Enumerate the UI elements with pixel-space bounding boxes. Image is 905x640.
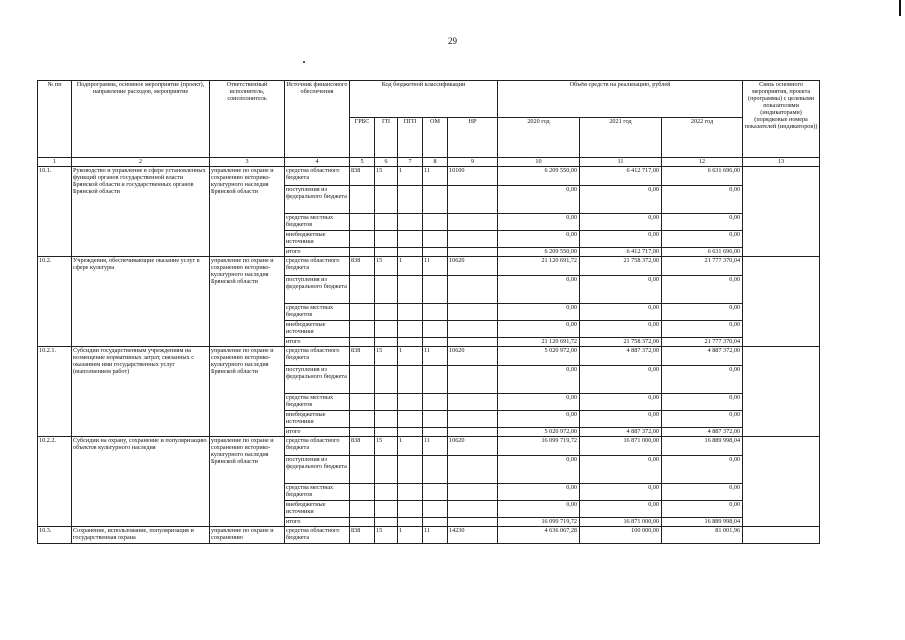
- row-number: 10.2.2.: [38, 437, 72, 527]
- code-grbs: 838: [350, 437, 375, 456]
- header-code-group: Код бюджетной классификации: [350, 81, 498, 118]
- col-number: 3: [210, 158, 285, 167]
- code-om: [423, 456, 448, 484]
- code-pgp: [398, 428, 423, 437]
- amount-2022: 4 887 372,00: [662, 347, 743, 366]
- col-number: 5: [350, 158, 375, 167]
- row-program-name: Субсидии государственным учреждениям на возмещение нормативных затрат, связанных с оказанием ими государственных услуг (выполнением работ): [72, 347, 210, 437]
- code-om: [423, 428, 448, 437]
- row-program-name: Субсидии на охрану, сохранение и популяризацию объектов культурного наследия: [72, 437, 210, 527]
- amount-2020: 0,00: [498, 366, 580, 394]
- amount-2021: 100 000,00: [580, 527, 662, 544]
- row-source: поступления из федерального бюджета: [285, 366, 350, 394]
- row-source: итого: [285, 338, 350, 347]
- code-grbs: [350, 518, 375, 527]
- row-link: [743, 167, 820, 257]
- row-number: 10.3.: [38, 527, 72, 544]
- code-pgp: [398, 186, 423, 214]
- code-gp: [375, 321, 398, 338]
- amount-2021: 6 412 717,00: [580, 248, 662, 257]
- code-grbs: [350, 501, 375, 518]
- amount-2020: 16 099 719,72: [498, 437, 580, 456]
- row-program-name: Сохранение, использование, популяризация и государственная охрана: [72, 527, 210, 544]
- table-row: [38, 347, 820, 366]
- row-source: средства местных бюджетов: [285, 394, 350, 411]
- code-grbs: 838: [350, 257, 375, 276]
- amount-2021: 0,00: [580, 276, 662, 304]
- code-pgp: [398, 248, 423, 257]
- amount-2021: 0,00: [580, 501, 662, 518]
- amount-2021: 0,00: [580, 484, 662, 501]
- page-number: 29: [448, 36, 457, 46]
- amount-2020: 0,00: [498, 186, 580, 214]
- code-nr: [448, 366, 498, 394]
- code-nr: [448, 411, 498, 428]
- header-responsible: Ответственный исполнитель, соисполнитель: [210, 81, 285, 158]
- row-source: внебюджетные источники: [285, 411, 350, 428]
- amount-2020: 6 209 550,00: [498, 167, 580, 186]
- amount-2022: 0,00: [662, 321, 743, 338]
- col-number: 4: [285, 158, 350, 167]
- code-nr: 10620: [448, 257, 498, 276]
- amount-2022: 0,00: [662, 231, 743, 248]
- amount-2021: 16 871 000,00: [580, 437, 662, 456]
- amount-2021: 4 887 372,00: [580, 347, 662, 366]
- code-om: 11: [423, 167, 448, 186]
- amount-2022: 0,00: [662, 304, 743, 321]
- code-nr: [448, 231, 498, 248]
- code-grbs: [350, 231, 375, 248]
- code-om: [423, 411, 448, 428]
- code-nr: [448, 304, 498, 321]
- header-om: ОМ: [423, 118, 448, 158]
- code-pgp: [398, 321, 423, 338]
- row-responsible: управление по охране и сохранению историко-культурного наследия Брянской области: [210, 437, 285, 527]
- amount-2021: 0,00: [580, 214, 662, 231]
- amount-2022: 4 887 372,00: [662, 428, 743, 437]
- code-om: [423, 276, 448, 304]
- code-nr: 10620: [448, 437, 498, 456]
- col-number: 2: [72, 158, 210, 167]
- table-row: [38, 527, 820, 544]
- amount-2021: 0,00: [580, 394, 662, 411]
- amount-2021: 0,00: [580, 366, 662, 394]
- row-link: [743, 437, 820, 527]
- code-grbs: [350, 214, 375, 231]
- code-pgp: [398, 276, 423, 304]
- table-row: [38, 257, 820, 276]
- amount-2020: 0,00: [498, 214, 580, 231]
- col-number: 1: [38, 158, 72, 167]
- amount-2020: 4 636 067,28: [498, 527, 580, 544]
- amount-2021: 0,00: [580, 321, 662, 338]
- row-source: внебюджетные источники: [285, 321, 350, 338]
- row-source: средства областного бюджета: [285, 347, 350, 366]
- row-responsible: управление по охране и сохранению историко-культурного наследия Брянской области: [210, 257, 285, 347]
- code-pgp: [398, 366, 423, 394]
- code-grbs: [350, 321, 375, 338]
- row-link: [743, 527, 820, 544]
- code-gp: [375, 428, 398, 437]
- code-pgp: [398, 501, 423, 518]
- header-gp: ГП: [375, 118, 398, 158]
- amount-2022: 0,00: [662, 411, 743, 428]
- amount-2021: 21 758 372,00: [580, 338, 662, 347]
- code-nr: [448, 214, 498, 231]
- table-row: [38, 167, 820, 186]
- code-gp: [375, 186, 398, 214]
- code-gp: [375, 501, 398, 518]
- code-pgp: [398, 304, 423, 321]
- code-om: [423, 248, 448, 257]
- table-row: [38, 437, 820, 456]
- amount-2020: 0,00: [498, 484, 580, 501]
- amount-2020: 5 020 972,00: [498, 428, 580, 437]
- code-pgp: [398, 484, 423, 501]
- header-num: № пп: [38, 81, 72, 158]
- code-pgp: 1: [398, 527, 423, 544]
- row-link: [743, 257, 820, 347]
- header-volume-group: Объём средств на реализацию, рублей: [498, 81, 743, 118]
- code-om: [423, 304, 448, 321]
- amount-2020: 0,00: [498, 411, 580, 428]
- amount-2020: 21 120 691,72: [498, 257, 580, 276]
- row-source: поступления из федерального бюджета: [285, 276, 350, 304]
- code-grbs: 838: [350, 347, 375, 366]
- col-number: 11: [580, 158, 662, 167]
- code-gp: [375, 338, 398, 347]
- amount-2020: 21 120 691,72: [498, 338, 580, 347]
- amount-2021: 0,00: [580, 304, 662, 321]
- amount-2022: 0,00: [662, 276, 743, 304]
- amount-2020: 0,00: [498, 321, 580, 338]
- amount-2022: 16 889 998,04: [662, 518, 743, 527]
- amount-2022: 0,00: [662, 501, 743, 518]
- code-gp: [375, 456, 398, 484]
- row-source: поступления из федерального бюджета: [285, 186, 350, 214]
- row-source: средства областного бюджета: [285, 437, 350, 456]
- code-nr: [448, 338, 498, 347]
- header-2021: 2021 год: [580, 118, 662, 158]
- row-source: средства местных бюджетов: [285, 304, 350, 321]
- amount-2022: 0,00: [662, 366, 743, 394]
- amount-2022: 6 631 696,00: [662, 167, 743, 186]
- code-gp: [375, 248, 398, 257]
- row-source: итого: [285, 428, 350, 437]
- code-pgp: [398, 518, 423, 527]
- code-om: [423, 231, 448, 248]
- amount-2021: 6 412 717,00: [580, 167, 662, 186]
- amount-2020: 5 020 972,00: [498, 347, 580, 366]
- code-gp: [375, 411, 398, 428]
- row-source: внебюджетные источники: [285, 501, 350, 518]
- amount-2021: 0,00: [580, 456, 662, 484]
- code-nr: 10100: [448, 167, 498, 186]
- row-responsible: управление по охране и сохранению историко-культурного наследия Брянской области: [210, 167, 285, 257]
- code-pgp: [398, 338, 423, 347]
- code-grbs: [350, 248, 375, 257]
- amount-2021: 4 887 372,00: [580, 428, 662, 437]
- row-program-name: Учреждения, обеспечивающие оказание услуг в сфере культуры: [72, 257, 210, 347]
- code-om: 11: [423, 257, 448, 276]
- code-nr: [448, 321, 498, 338]
- col-number: 8: [423, 158, 448, 167]
- row-number: 10.2.: [38, 257, 72, 347]
- amount-2020: 0,00: [498, 304, 580, 321]
- code-gp: 15: [375, 527, 398, 544]
- scan-dot: [303, 61, 305, 63]
- code-om: [423, 518, 448, 527]
- code-gp: 15: [375, 437, 398, 456]
- code-nr: [448, 456, 498, 484]
- col-number: 6: [375, 158, 398, 167]
- code-nr: [448, 501, 498, 518]
- code-grbs: [350, 456, 375, 484]
- budget-table: [37, 80, 820, 544]
- code-grbs: [350, 304, 375, 321]
- code-grbs: 838: [350, 527, 375, 544]
- amount-2022: 21 777 370,04: [662, 257, 743, 276]
- code-om: 11: [423, 347, 448, 366]
- code-pgp: [398, 214, 423, 231]
- amount-2022: 0,00: [662, 214, 743, 231]
- amount-2020: 0,00: [498, 394, 580, 411]
- code-nr: [448, 518, 498, 527]
- header-program: Подпрограмма, основное мероприятие (проект), направление расходов, мероприятие: [72, 81, 210, 158]
- col-number: 10: [498, 158, 580, 167]
- row-source: средства местных бюджетов: [285, 214, 350, 231]
- code-pgp: [398, 231, 423, 248]
- amount-2022: 0,00: [662, 484, 743, 501]
- code-nr: [448, 484, 498, 501]
- row-number: 10.1.: [38, 167, 72, 257]
- code-grbs: [350, 366, 375, 394]
- amount-2022: 21 777 370,04: [662, 338, 743, 347]
- code-pgp: 1: [398, 167, 423, 186]
- code-gp: [375, 394, 398, 411]
- header-2022: 2022 год: [662, 118, 743, 158]
- amount-2020: 0,00: [498, 276, 580, 304]
- row-source: средства областного бюджета: [285, 527, 350, 544]
- amount-2020: 0,00: [498, 456, 580, 484]
- code-grbs: [350, 276, 375, 304]
- code-nr: [448, 276, 498, 304]
- row-source: внебюджетные источники: [285, 231, 350, 248]
- amount-2022: 0,00: [662, 186, 743, 214]
- code-gp: 15: [375, 167, 398, 186]
- amount-2021: 0,00: [580, 186, 662, 214]
- code-om: [423, 338, 448, 347]
- code-gp: 15: [375, 347, 398, 366]
- code-grbs: [350, 484, 375, 501]
- amount-2020: 0,00: [498, 501, 580, 518]
- header-2020: 2020 год: [498, 118, 580, 158]
- amount-2020: 0,00: [498, 231, 580, 248]
- code-grbs: [350, 428, 375, 437]
- amount-2022: 0,00: [662, 456, 743, 484]
- code-gp: 15: [375, 257, 398, 276]
- code-om: 11: [423, 527, 448, 544]
- code-nr: [448, 186, 498, 214]
- row-program-name: Руководство и управление в сфере установленных функций органов государственной власти Брянской области и государственных органов Брянской области: [72, 167, 210, 257]
- row-responsible: управление по охране и сохранению историко-культурного наследия Брянской области: [210, 347, 285, 437]
- code-grbs: [350, 338, 375, 347]
- row-number: 10.2.1.: [38, 347, 72, 437]
- code-om: [423, 501, 448, 518]
- header-grbs: ГРБС: [350, 118, 375, 158]
- code-gp: [375, 276, 398, 304]
- row-source: средства областного бюджета: [285, 167, 350, 186]
- header-source: Источник финансового обеспечения: [285, 81, 350, 158]
- code-om: 11: [423, 437, 448, 456]
- code-pgp: 1: [398, 257, 423, 276]
- row-source: итого: [285, 518, 350, 527]
- code-pgp: [398, 456, 423, 484]
- row-source: итого: [285, 248, 350, 257]
- code-pgp: [398, 411, 423, 428]
- code-nr: [448, 248, 498, 257]
- code-pgp: 1: [398, 347, 423, 366]
- code-nr: 14230: [448, 527, 498, 544]
- row-link: [743, 347, 820, 437]
- code-pgp: 1: [398, 437, 423, 456]
- row-source: средства местных бюджетов: [285, 484, 350, 501]
- amount-2022: 6 631 696,00: [662, 248, 743, 257]
- code-pgp: [398, 394, 423, 411]
- amount-2021: 0,00: [580, 231, 662, 248]
- code-nr: [448, 394, 498, 411]
- code-gp: [375, 304, 398, 321]
- code-om: [423, 186, 448, 214]
- code-gp: [375, 214, 398, 231]
- code-om: [423, 214, 448, 231]
- code-om: [423, 366, 448, 394]
- column-number-row: [38, 158, 820, 167]
- header-pgp: ПГП: [398, 118, 423, 158]
- code-nr: [448, 428, 498, 437]
- col-number: 9: [448, 158, 498, 167]
- col-number: 7: [398, 158, 423, 167]
- amount-2021: 21 758 372,00: [580, 257, 662, 276]
- amount-2020: 16 099 719,72: [498, 518, 580, 527]
- code-grbs: 838: [350, 167, 375, 186]
- row-source: поступления из федерального бюджета: [285, 456, 350, 484]
- amount-2022: 81 001,96: [662, 527, 743, 544]
- code-om: [423, 484, 448, 501]
- amount-2021: 0,00: [580, 411, 662, 428]
- code-om: [423, 321, 448, 338]
- col-number: 13: [743, 158, 820, 167]
- amount-2020: 6 209 550,00: [498, 248, 580, 257]
- amount-2021: 16 871 000,00: [580, 518, 662, 527]
- code-gp: [375, 518, 398, 527]
- amount-2022: 0,00: [662, 394, 743, 411]
- amount-2022: 16 889 998,04: [662, 437, 743, 456]
- header-link: Связь основного мероприятия, проекта (программы) с целевыми показателями (индикаторами) (порядковые номера показателей (индикаторов)): [743, 81, 820, 158]
- code-gp: [375, 484, 398, 501]
- code-nr: 10620: [448, 347, 498, 366]
- code-gp: [375, 366, 398, 394]
- row-source: средства областного бюджета: [285, 257, 350, 276]
- code-grbs: [350, 394, 375, 411]
- code-grbs: [350, 186, 375, 214]
- code-om: [423, 394, 448, 411]
- edge-mark: [899, 0, 901, 16]
- code-grbs: [350, 411, 375, 428]
- code-gp: [375, 231, 398, 248]
- row-responsible: управление по охране и сохранению: [210, 527, 285, 544]
- header-nr: НР: [448, 118, 498, 158]
- col-number: 12: [662, 158, 743, 167]
